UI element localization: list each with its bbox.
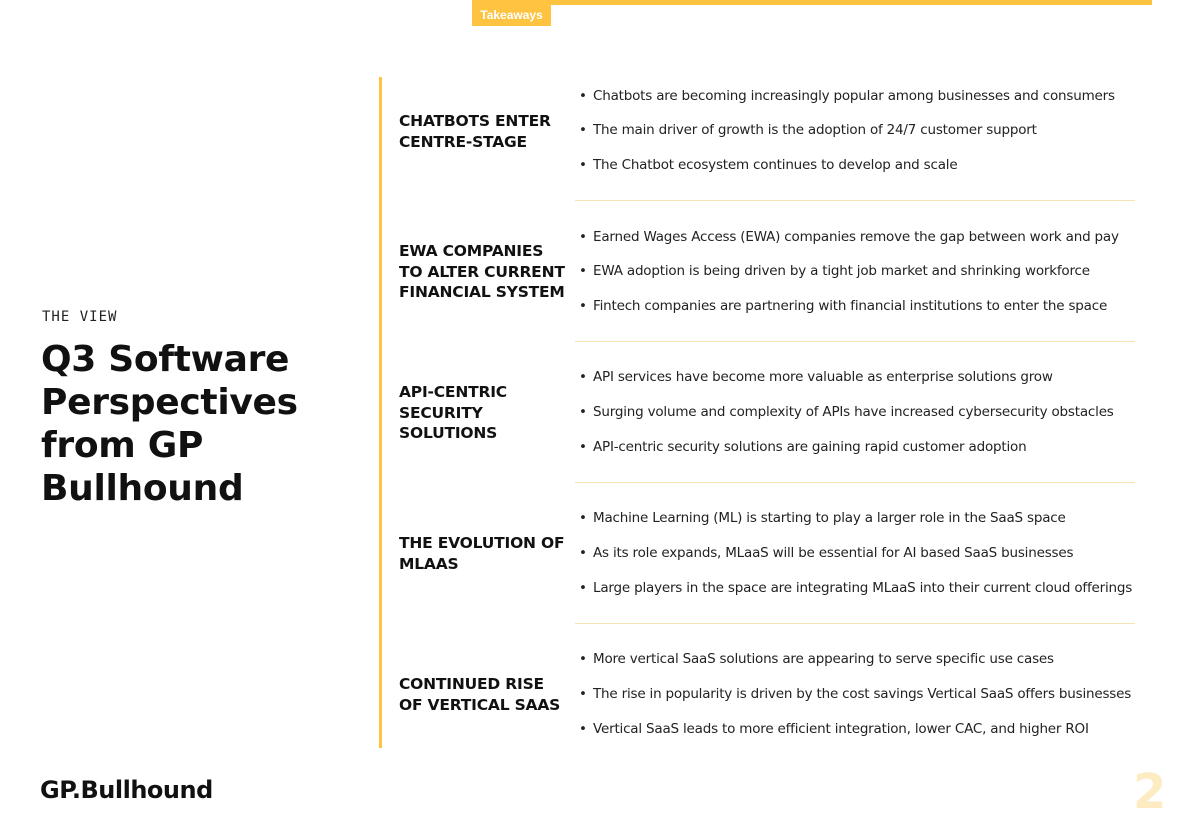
- section-separator: [575, 623, 1135, 624]
- takeaway-section-mlaas: [399, 502, 1149, 642]
- section-heading: CHATBOTS ENTER CENTRE-STAGE: [399, 112, 551, 151]
- takeaway-section-vertical-saas: [399, 643, 1149, 783]
- bullet-dot-icon: •: [579, 439, 587, 455]
- bullet-dot-icon: •: [579, 580, 587, 596]
- bullet-dot-icon: •: [579, 510, 587, 526]
- bullet-dot-icon: •: [579, 721, 587, 737]
- bullet-item: • EWA adoption is being driven by a tight job market and shrinking workforce: [579, 263, 1090, 279]
- bullet-dot-icon: •: [579, 651, 587, 667]
- bullet-dot-icon: •: [579, 369, 587, 385]
- section-heading: THE EVOLUTION OF MLAAS: [399, 534, 565, 573]
- section-separator: [575, 200, 1135, 201]
- takeaway-section-ewa: [399, 221, 1149, 361]
- bullet-item: • As its role expands, MLaaS will be essential for AI based SaaS businesses: [579, 545, 1074, 561]
- bullet-dot-icon: •: [579, 298, 587, 314]
- section-heading: EWA COMPANIES TO ALTER CURRENT FINANCIAL SYSTEM: [399, 242, 565, 301]
- takeaway-section-chatbots: [399, 80, 1149, 220]
- bullet-item: • API services have become more valuable as enterprise solutions grow: [579, 369, 1053, 385]
- header-accent-line: [472, 0, 1152, 5]
- bullet-item: • The main driver of growth is the adoption of 24/7 customer support: [579, 122, 1037, 138]
- bullet-item: • The Chatbot ecosystem continues to develop and scale: [579, 157, 958, 173]
- bullet-dot-icon: •: [579, 229, 587, 245]
- bullet-item: • Chatbots are becoming increasingly popular among businesses and consumers: [579, 88, 1115, 104]
- gp-bullhound-logo: GP.Bullhound: [40, 776, 213, 804]
- bullet-item: • Large players in the space are integrating MLaaS into their current cloud offerings: [579, 580, 1133, 596]
- bullet-dot-icon: •: [579, 404, 587, 420]
- bullet-item: • API-centric security solutions are gaining rapid customer adoption: [579, 439, 1027, 455]
- bullet-item: • The rise in popularity is driven by the cost savings Vertical SaaS offers businesses: [579, 686, 1132, 702]
- bullet-item: • Vertical SaaS leads to more efficient integration, lower CAC, and higher ROI: [579, 721, 1089, 737]
- vertical-divider: [379, 77, 382, 748]
- bullet-dot-icon: •: [579, 545, 587, 561]
- page-number: 2: [1133, 764, 1167, 820]
- section-separator: [575, 341, 1135, 342]
- page-title: Q3 Software Perspectives from GP Bullhound: [41, 339, 298, 509]
- bullet-item: • Earned Wages Access (EWA) companies remove the gap between work and pay: [579, 229, 1119, 245]
- bullet-item: • Fintech companies are partnering with financial institutions to enter the space: [579, 298, 1108, 314]
- bullet-dot-icon: •: [579, 686, 587, 702]
- bullet-item: • More vertical SaaS solutions are appearing to serve specific use cases: [579, 651, 1054, 667]
- bullet-dot-icon: •: [579, 157, 587, 173]
- section-heading: CONTINUED RISE OF VERTICAL SAAS: [399, 675, 561, 714]
- bullet-dot-icon: •: [579, 263, 587, 279]
- section-label: THE VIEW: [42, 309, 118, 325]
- bullet-item: • Surging volume and complexity of APIs have increased cybersecurity obstacles: [579, 404, 1114, 420]
- bullet-dot-icon: •: [579, 122, 587, 138]
- section-heading: API-CENTRIC SECURITY SOLUTIONS: [399, 383, 507, 442]
- section-separator: [575, 482, 1135, 483]
- bullet-item: • Machine Learning (ML) is starting to play a larger role in the SaaS space: [579, 510, 1066, 526]
- bullet-dot-icon: •: [579, 88, 587, 104]
- takeaways-tag: Takeaways: [472, 5, 551, 26]
- takeaway-section-api-security: [399, 361, 1149, 501]
